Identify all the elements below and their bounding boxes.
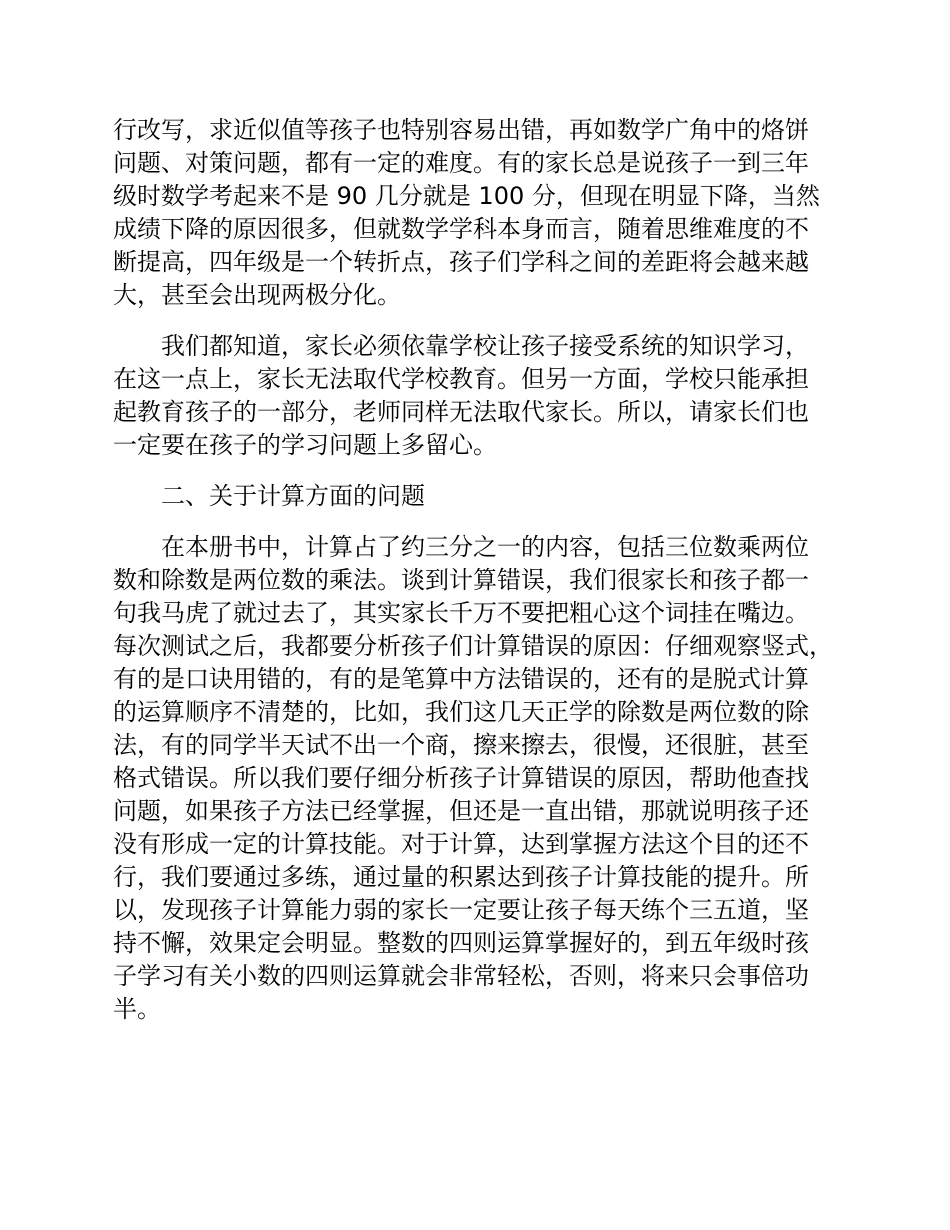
text-line: 句我马虎了就过去了，其实家长千万不要把粗心这个词挂在嘴边。 [113,599,809,627]
text-line: 数和除数是两位数的乘法。谈到计算错误，我们很家长和孩子都一 [113,566,809,594]
text-line: 在本册书中，计算占了约三分之一的内容，包括三位数乘两位 [161,533,809,561]
text-line: 问题，如果孩子方法已经掌握，但还是一直出错，那就说明孩子还 [113,797,809,825]
paragraph [113,114,843,312]
paragraph [113,531,843,1026]
text-line: 每次测试之后，我都要分析孩子们计算错误的原因：仔细观察竖式， [113,632,833,660]
text-line: 没有形成一定的计算技能。对于计算，达到掌握方法这个目的还不 [113,830,809,858]
text-line: 我们都知道，家长必须依靠学校让孩子接受系统的知识学习， [161,332,809,360]
text-line: 成绩下降的原因很多，但就数学学科本身而言，随着思维难度的不 [113,215,809,243]
text-line: 子学习有关小数的四则运算就会非常轻松，否则，将来只会事倍功 [113,962,809,990]
text-line: 级时数学考起来不是 90 几分就是 100 分，但现在明显下降，当然 [113,182,820,210]
text-line: 法，有的同学半天试不出一个商，擦来擦去，很慢，还很脏，甚至 [113,731,809,759]
text-line: 问题、对策问题，都有一定的难度。有的家长总是说孩子一到三年 [113,149,809,177]
text-line: 行改写，求近似值等孩子也特别容易出错，再如数学广角中的烙饼 [113,116,809,144]
text-line: 行，我们要通过多练，通过量的积累达到孩子计算技能的提升。所 [113,863,809,891]
text-line: 格式错误。所以我们要仔细分析孩子计算错误的原因，帮助他查找 [113,764,809,792]
text-line: 持不懈，效果定会明显。整数的四则运算掌握好的，到五年级时孩 [113,929,809,957]
document-body [113,114,843,1044]
text-line: 以，发现孩子计算能力弱的家长一定要让孩子每天练个三五道，坚 [113,896,809,924]
text-line: 有的是口诀用错的，有的是笔算中方法错误的，还有的是脱式计算 [113,665,809,693]
text-line: 大，甚至会出现两极分化。 [113,281,401,309]
text-line: 的运算顺序不清楚的，比如，我们这几天正学的除数是两位数的除 [113,698,809,726]
text-line: 起教育孩子的一部分，老师同样无法取代家长。所以，请家长们也 [113,398,809,426]
text-line: 半。 [113,995,161,1023]
section-heading [113,480,843,513]
text-line: 一定要在孩子的学习问题上多留心。 [113,431,497,459]
text-line: 断提高，四年级是一个转折点，孩子们学科之间的差距将会越来越 [113,248,809,276]
text-line: 在这一点上，家长无法取代学校教育。但另一方面，学校只能承担 [113,365,809,393]
paragraph [113,330,843,462]
text-line: 二、关于计算方面的问题 [161,482,425,510]
